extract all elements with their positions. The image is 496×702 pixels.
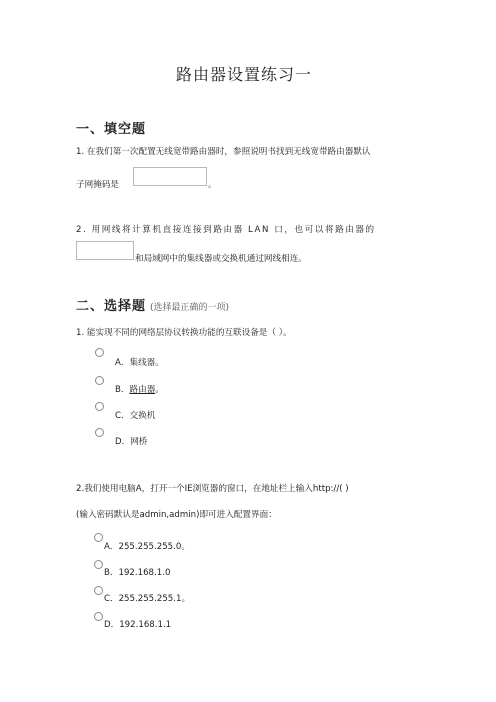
page-title: 路由器设置练习一 (176, 65, 313, 84)
q2-option-b-label[interactable]: B．192.168.1.0 (104, 568, 171, 578)
section-heading-choice (76, 295, 229, 314)
q2-option-d-label[interactable]: D．192.168.1.1 (104, 620, 172, 630)
choice-question-2-line-1: 2.我们使用电脑A，打开一个IE浏览器的窗口，在地址栏上输入http://( ) (76, 484, 349, 494)
question-1-line-2-suffix: 。 (208, 180, 217, 190)
question-1-line-2-prefix: 子网掩码是 (76, 180, 119, 190)
question-2-line-2: 和局域网中的集线器或交换机通过网线相连。 (135, 254, 307, 264)
subnet-mask-answer-input[interactable] (133, 167, 207, 186)
q2-option-a-label[interactable]: A．255.255.255.0。 (104, 542, 190, 552)
q2-option-c-radio[interactable] (94, 586, 103, 595)
q1-option-b-text: B．路由器。 (115, 385, 164, 395)
choice-question-1: 1. 能实现不同的网络层协议转换功能的互联设备是（ ）。 (76, 328, 292, 338)
question-1-line-1: 1. 在我们第一次配置无线宽带路由器时，参照说明书找到无线宽带路由器默认 (76, 147, 371, 157)
q1-option-a-label[interactable]: A．集线器。 (115, 358, 164, 368)
choice-question-2-line-2: (输入密码默认是admin,admin)即可进入配置界面： (76, 510, 277, 520)
q1-option-d-label[interactable]: D．网桥 (115, 437, 148, 447)
q2-option-c-label[interactable]: C．255.255.255.1。 (104, 594, 191, 604)
q1-option-c-label[interactable]: C．交换机 (115, 411, 156, 421)
q1-option-c-radio[interactable] (95, 402, 104, 411)
question-2-line-1: 2. 用网线将计算机直接连接到路由器 LAN 口，也可以将路由器的 (76, 225, 376, 235)
q1-option-a-radio[interactable] (95, 348, 104, 357)
q1-option-d-radio[interactable] (95, 428, 104, 437)
q1-option-b-radio[interactable] (95, 376, 104, 385)
lan-port-answer-input[interactable] (76, 241, 134, 260)
q2-option-a-radio[interactable] (94, 533, 103, 542)
q1-option-b-label[interactable] (115, 383, 164, 395)
q2-option-d-radio[interactable] (94, 612, 103, 621)
section-heading-fill-in: 一、填空题 (76, 122, 147, 137)
q2-option-b-radio[interactable] (94, 560, 103, 569)
section-heading-choice-label: 二、选择题 (76, 299, 147, 314)
section-heading-choice-note: (选择最正确的一项) (150, 303, 230, 313)
